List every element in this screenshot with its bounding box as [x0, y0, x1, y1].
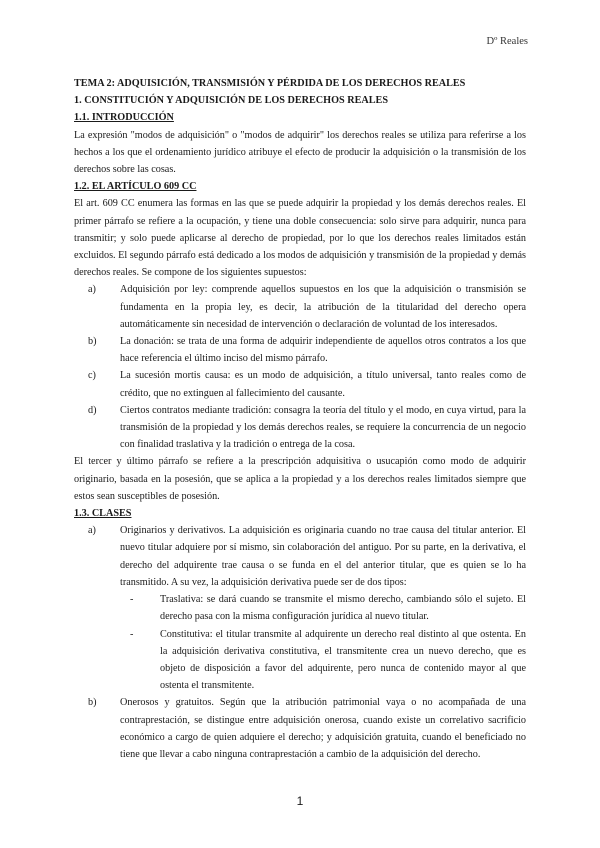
subsection-heading-clases: 1.3. CLASES	[74, 508, 132, 520]
list-marker: d)	[88, 404, 97, 416]
list-item	[74, 402, 526, 454]
list-item-text: La donación: se trata de una forma de adquirir independiente de aquellos otros contratos a los que hace referencia el último inciso del mismo párrafo.	[120, 336, 526, 365]
chapter-title: TEMA 2: ADQUISICIÓN, TRANSMISIÓN Y PÉRDIDA DE LOS DERECHOS REALES	[74, 78, 466, 89]
page-number: 1	[296, 794, 304, 808]
paragraph: El tercer y último párrafo se refiere a la prescripción adquisitiva o usucapión como modo de adquirir originario, basada en la posesión, que se aplica a la propiedad y a los derechos reales limitados siempre que estos sean susceptibles de posesión.	[74, 456, 526, 502]
list-item-text: Onerosos y gratuitos. Según que la atribución patrimonial vaya o no acompañada de una contraprestación, se distingue entre adquisición onerosa, cuando existe un correlativo sacrificio económico a cargo de quien adquiere el derecho; y adquisición gratuita, cuando el beneficiado no tiene que llevar a cabo ninguna contraprestación a cambio de la adquisición del derecho.	[120, 697, 526, 760]
sub-list-item	[74, 591, 526, 625]
list-item	[74, 367, 526, 401]
list-item	[74, 522, 526, 591]
list-marker: b)	[88, 697, 97, 709]
subsection-heading-articulo-609: 1.2. EL ARTÍCULO 609 CC	[74, 181, 197, 193]
list-item-text: Ciertos contratos mediante tradición: consagra la teoría del título y el modo, en cuya virtud, para la transmisión de la propiedad y los demás derechos reales, se requiere la concurrencia de un negocio con finalidad traslativa y la tradición o entrega de la cosa.	[120, 404, 526, 451]
list-marker: a)	[88, 284, 96, 296]
paragraph: El art. 609 CC enumera las formas en las que se puede adquirir la propiedad y los demás derechos reales. El primer párrafo se refiere a la ocupación, y tiene una doble consecuencia: solo sirve para adquirir, nunca para transmitir; y solo puede aplicarse al derecho de propiedad, por lo que los derechos reales limitados están excluidos. El segundo párrafo está dedicado a los modos de adquisición y transmisión de la propiedad y demás derechos reales. Se compone de los siguientes supuestos:	[74, 198, 526, 279]
list-item-text: Originarios y derivativos. La adquisición es originaria cuando no trae causa del titular anterior. El nuevo titular adquiere por sí mismo, sin colaboración del antiguo. Por su parte, en la derivativa, el derecho del adquirente trae causa o se funda en el del anterior titular, que es quien se lo ha transmitido. A su vez, la adquisición derivativa puede ser de dos tipos:	[120, 525, 526, 588]
document-body	[74, 75, 526, 763]
sub-list-item-text: Constitutiva: el titular transmite al adquirente un derecho real distinto al que ostenta. En la adquisición derivativa constitutiva, el transmitente crea un nuevo derecho, que es objeto de disposición a favor del adquirente, pero nunca de contenido mayor al que ostenta el transmitente.	[160, 628, 526, 692]
list-item	[74, 333, 526, 367]
list-item	[74, 694, 526, 763]
sub-list-marker: -	[130, 628, 134, 640]
sub-list-marker: -	[130, 594, 134, 606]
sub-list-item	[74, 626, 526, 695]
list-marker: c)	[88, 370, 96, 382]
list-item	[74, 281, 526, 333]
section-title: 1. CONSTITUCIÓN Y ADQUISICIÓN DE LOS DERECHOS REALES	[74, 95, 388, 107]
list-marker: b)	[88, 336, 97, 348]
sub-list-item-text: Traslativa: se dará cuando se transmite el mismo derecho, cambiando sólo el sujeto. El derecho pasa con la misma configuración jurídica al nuevo titular.	[160, 594, 526, 623]
paragraph: La expresión "modos de adquisición" o "modos de adquirir" los derechos reales se utiliza para referirse a los hechos a los que el ordenamiento jurídico atribuye el efecto de producir la adquisición o la transmisión de los derechos sobre las cosas.	[74, 129, 526, 176]
list-item-text: Adquisición por ley: comprende aquellos supuestos en los que la adquisición o transmisión se fundamenta en la propia ley, es decir, la atribución de la titularidad del derecho opera automáticamente sin necesidad de intervención o declaración de voluntad de los interesados.	[120, 284, 526, 330]
running-header: Dº Reales	[486, 36, 528, 47]
subsection-heading-introduccion: 1.1. INTRODUCCIÓN	[74, 112, 174, 124]
list-item-text: La sucesión mortis causa: es un modo de adquisición, a título universal, tanto reales como de crédito, que no extinguen al fallecimiento del causante.	[120, 370, 526, 399]
list-marker: a)	[88, 525, 96, 537]
